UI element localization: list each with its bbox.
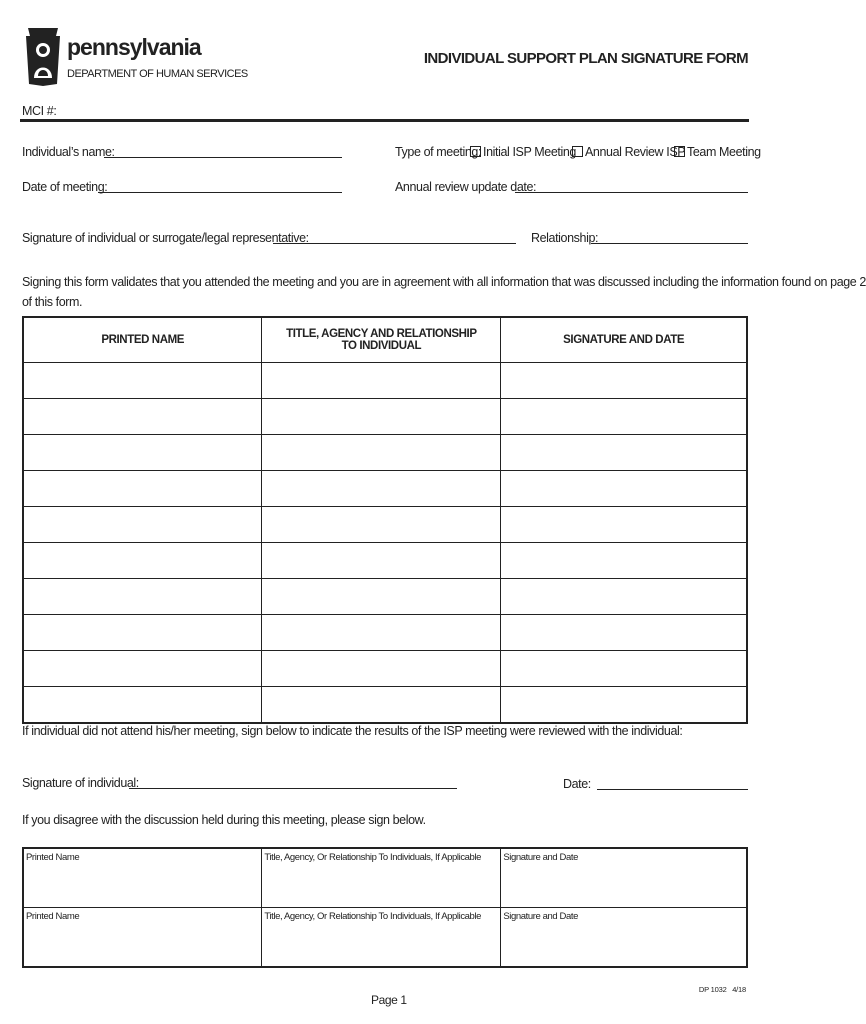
col-title-agency bbox=[262, 317, 501, 363]
signature-individual-field[interactable] bbox=[129, 788, 457, 789]
cell-title-agency[interactable] bbox=[262, 471, 501, 507]
cell-title-agency[interactable] bbox=[262, 579, 501, 615]
cell-title-agency[interactable] bbox=[262, 363, 501, 399]
cell-title-agency[interactable] bbox=[262, 507, 501, 543]
cell-printed-name[interactable] bbox=[23, 363, 262, 399]
page-number: Page 1 bbox=[371, 993, 407, 1007]
cell-signature-date[interactable]: Signature and Date bbox=[501, 848, 747, 908]
cell-printed-name[interactable] bbox=[23, 615, 262, 651]
type-of-meeting-label: Type of meeting: bbox=[395, 145, 482, 159]
cell-printed-name[interactable] bbox=[23, 579, 262, 615]
cell-signature-date[interactable] bbox=[501, 435, 747, 471]
col-title-agency-line2: TO INDIVIDUAL bbox=[341, 340, 422, 352]
cell-title-agency[interactable] bbox=[262, 399, 501, 435]
disagreement-statement: If you disagree with the discussion held during this meeting, please sign below. bbox=[22, 813, 426, 827]
date-field[interactable] bbox=[597, 789, 748, 790]
cell-signature-date[interactable] bbox=[501, 651, 747, 687]
table-row bbox=[23, 579, 747, 615]
team-meeting-label: Team Meeting bbox=[687, 145, 761, 159]
signature-rep-label: Signature of individual or surrogate/legal representative: bbox=[22, 231, 309, 245]
mci-label: MCI #: bbox=[22, 104, 57, 118]
date-of-meeting-label: Date of meeting: bbox=[22, 180, 108, 194]
cell-printed-name[interactable] bbox=[23, 507, 262, 543]
cell-printed-name[interactable] bbox=[23, 435, 262, 471]
form-title: INDIVIDUAL SUPPORT PLAN SIGNATURE FORM bbox=[423, 50, 748, 67]
annual-review-option[interactable] bbox=[572, 145, 685, 159]
cell-title-agency[interactable] bbox=[262, 435, 501, 471]
cell-signature-date[interactable] bbox=[501, 471, 747, 507]
cell-signature-date[interactable] bbox=[501, 399, 747, 435]
brand-name: pennsylvania bbox=[67, 34, 201, 60]
cell-printed-name[interactable] bbox=[23, 651, 262, 687]
cell-signature-date[interactable] bbox=[501, 615, 747, 651]
cell-title-agency[interactable] bbox=[262, 651, 501, 687]
non-attendance-statement: If individual did not attend his/her meeting, sign below to indicate the results of the ISP meeting were reviewed with the individual: bbox=[22, 724, 683, 738]
validation-statement: Signing this form validates that you attended the meeting and you are in agreement with all information that was discussed including the information found on page 2 bbox=[22, 275, 866, 289]
team-meeting-option[interactable] bbox=[674, 145, 761, 159]
signature-rep-field[interactable] bbox=[273, 243, 516, 244]
cell-title-agency[interactable]: Title, Agency, Or Relationship To Individuals, If Applicable bbox=[262, 908, 501, 968]
validation-statement-cont: of this form. bbox=[22, 295, 83, 309]
annual-review-checkbox[interactable] bbox=[572, 146, 583, 157]
header-divider bbox=[20, 119, 749, 122]
cell-printed-name[interactable]: Printed Name bbox=[23, 848, 262, 908]
table-row bbox=[23, 363, 747, 399]
col-title-agency-line1: TITLE, AGENCY AND RELATIONSHIP bbox=[286, 328, 477, 340]
attendee-signature-table bbox=[22, 316, 748, 724]
cell-signature-date[interactable] bbox=[501, 363, 747, 399]
table-row bbox=[23, 507, 747, 543]
annual-review-update-label: Annual review update date: bbox=[395, 180, 537, 194]
relationship-field[interactable] bbox=[591, 243, 748, 244]
individual-name-label: Individual’s name: bbox=[22, 145, 115, 159]
col-signature-date: SIGNATURE AND DATE bbox=[501, 317, 747, 363]
individual-name-field[interactable] bbox=[104, 157, 342, 158]
table-row bbox=[23, 848, 747, 908]
cell-title-agency[interactable]: Title, Agency, Or Relationship To Individuals, If Applicable bbox=[262, 848, 501, 908]
cell-signature-date[interactable]: Signature and Date bbox=[501, 908, 747, 968]
cell-printed-name[interactable] bbox=[23, 543, 262, 579]
signature-individual-label: Signature of individual: bbox=[22, 776, 139, 790]
team-meeting-checkbox[interactable] bbox=[674, 146, 685, 157]
table-row bbox=[23, 687, 747, 724]
cell-signature-date[interactable] bbox=[501, 543, 747, 579]
cell-title-agency[interactable] bbox=[262, 543, 501, 579]
cell-printed-name[interactable]: Printed Name bbox=[23, 908, 262, 968]
table-row bbox=[23, 543, 747, 579]
date-of-meeting-field[interactable] bbox=[98, 192, 342, 193]
col-printed-name: PRINTED NAME bbox=[23, 317, 262, 363]
table-header-row bbox=[23, 317, 747, 363]
cell-signature-date[interactable] bbox=[501, 579, 747, 615]
table-row bbox=[23, 651, 747, 687]
table-row bbox=[23, 471, 747, 507]
brand-department: DEPARTMENT OF HUMAN SERVICES bbox=[67, 68, 248, 80]
cell-title-agency[interactable] bbox=[262, 615, 501, 651]
initial-isp-option[interactable] bbox=[470, 145, 576, 159]
date-label: Date: bbox=[563, 777, 591, 791]
annual-review-update-field[interactable] bbox=[515, 192, 748, 193]
table-row bbox=[23, 399, 747, 435]
initial-isp-label: Initial ISP Meeting bbox=[483, 145, 576, 159]
table-row bbox=[23, 435, 747, 471]
disagreement-signature-table bbox=[22, 847, 748, 968]
annual-review-label: Annual Review ISP bbox=[585, 145, 686, 159]
cell-signature-date[interactable] bbox=[501, 687, 747, 724]
cell-title-agency[interactable] bbox=[262, 687, 501, 724]
cell-printed-name[interactable] bbox=[23, 399, 262, 435]
cell-printed-name[interactable] bbox=[23, 471, 262, 507]
relationship-label: Relationship: bbox=[531, 231, 599, 245]
cell-signature-date[interactable] bbox=[501, 507, 747, 543]
table-row bbox=[23, 615, 747, 651]
cell-printed-name[interactable] bbox=[23, 687, 262, 724]
keystone-logo-icon bbox=[26, 28, 60, 86]
form-code: DP 1032 4/18 bbox=[698, 985, 746, 994]
initial-isp-checkbox[interactable] bbox=[470, 146, 481, 157]
table-row bbox=[23, 908, 747, 968]
